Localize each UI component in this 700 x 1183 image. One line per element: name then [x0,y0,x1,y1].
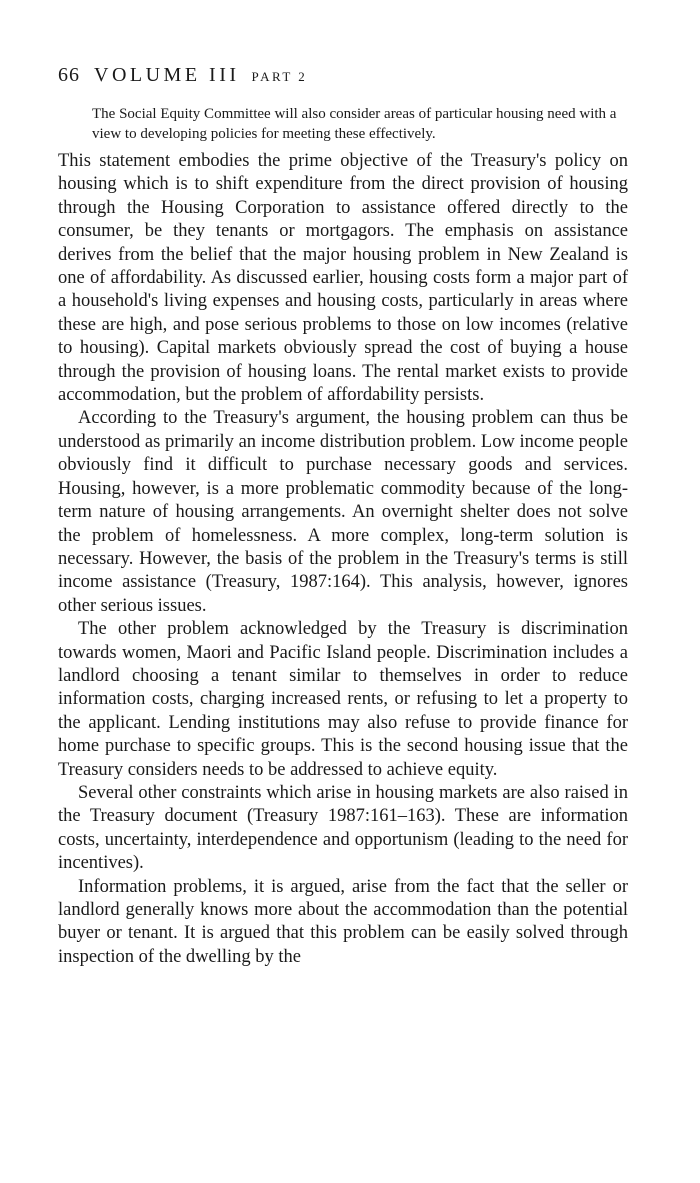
volume-label: VOLUME III [94,64,240,86]
paragraph-4: Several other constraints which arise in housing markets are also raised in the Treasury document (Treasury 1987:161–163). These are information costs, uncertainty, interdependence and opportunism (leading to the need for incentives). [58,782,628,874]
paragraph-3: The other problem acknowledged by the Treasury is discrimination towards women, Maori and Pacific Island people. Discrimination includes a landlord choosing a tenant similar to themselves in order to reduce information costs, charging increased rents, or refusing to let a property to the applicant. Lending institutions may also refuse to provide finance for home purchase to specific groups. This is the second housing issue that the Treasury considers needs to be addressed to achieve equity. [58,619,628,780]
block-quote: The Social Equity Committee will also consider areas of particular housing need with a view to developing policies for meeting these effectively. [92,106,617,142]
paragraph-5: Information problems, it is argued, arise from the fact that the seller or landlord generally knows more about the accommodation than the potential buyer or tenant. It is argued that this problem can be easily solved through inspection of the dwelling by the [58,876,628,967]
book-page [58,60,628,969]
paragraph-2: According to the Treasury's argument, the housing problem can thus be understood as primarily an income distribution problem. Low income people obviously find it difficult to purchase necessary goods and services. Housing, however, is a more problematic commodity because of the long-term nature of housing arrangements. An overnight shelter does not solve the problem of homelessness. A more complex, long-term solution is necessary. However, the basis of the problem in the Treasury's terms is still income assistance (Treasury, 1987:164). This analysis, however, ignores other serious issues. [58,408,628,616]
part-label: PART 2 [251,69,308,84]
page-number: 66 [58,64,80,86]
paragraph-1: This statement embodies the prime objective of the Treasury's policy on housing which is to shift expenditure from the direct provision of housing through the Housing Corporation to assistance offered directly to the consumer, be they tenants or mortgagors. The emphasis on assistance derives from the belief that the major housing problem in New Zealand is one of affordability. As discussed earlier, housing costs form a major part of a household's living expenses and housing costs, particularly in areas where these are high, and pose serious problems to those on low incomes (relative to housing). Capital markets obviously spread the cost of buying a house through the provision of housing loans. The rental market exists to provide accommodation, but the problem of affordability persists. [58,151,628,406]
running-head [58,60,628,92]
